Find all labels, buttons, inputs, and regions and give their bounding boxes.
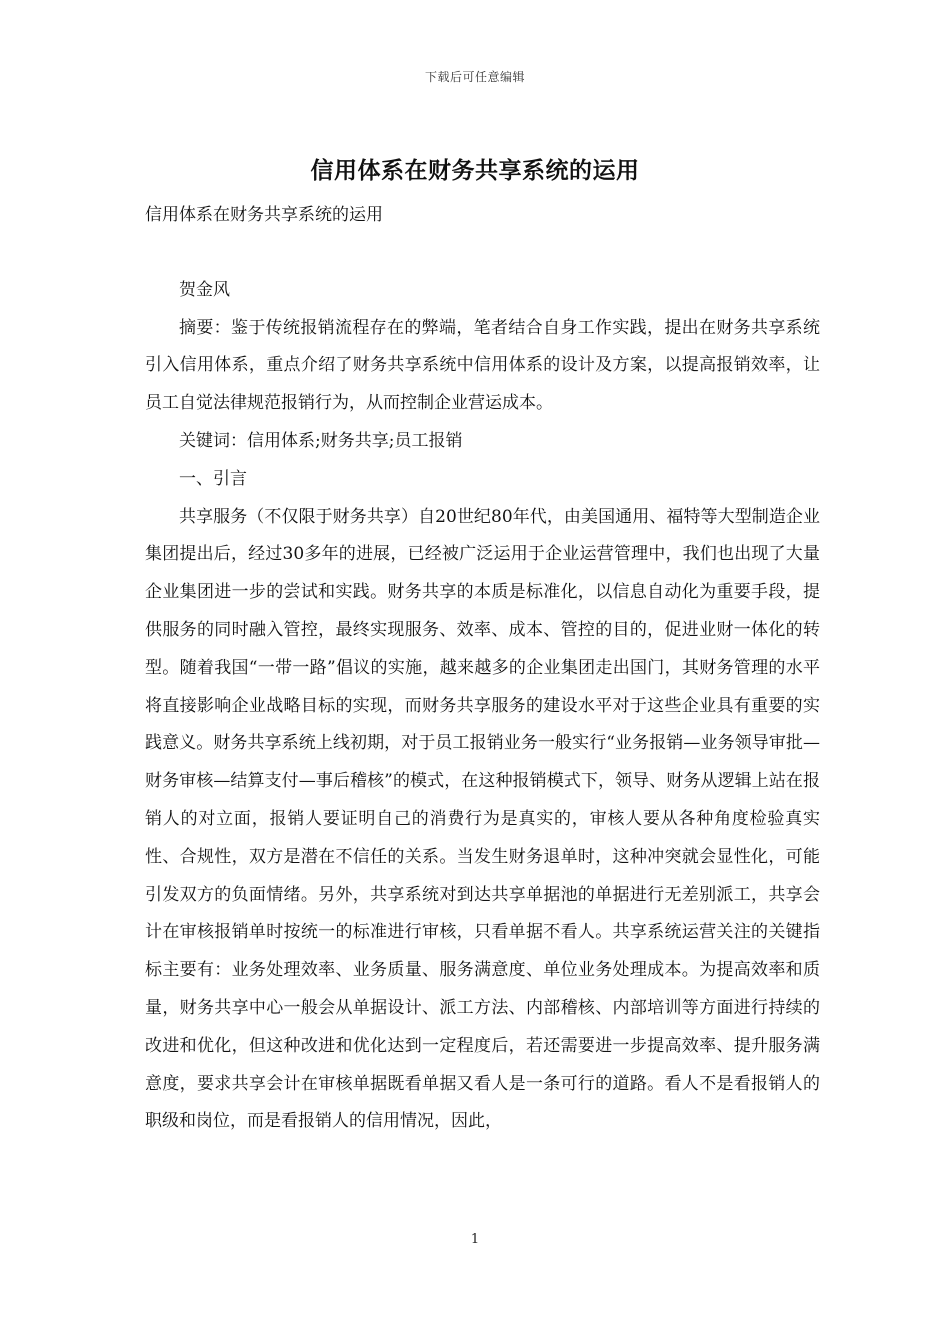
author-name: 贺金风 [179,279,230,300]
keywords-line: 关键词：信用体系;财务共享;员工报销 [179,430,463,451]
document-subtitle: 信用体系在财务共享系统的运用 [145,205,383,225]
document-title: 信用体系在财务共享系统的运用 [310,157,640,184]
body-paragraph: 共享服务（不仅限于财务共享）自20世纪80年代，由美国通用、福特等大型制造企业集团提出后，经过30多年的进展，已经被广泛运用于企业运营管理中，我们也出现了大量企业集团进一步的尝试和实践。财务共享的本质是标准化，以信息自动化为重要手段，提供服务的同时融入管控，最终实现服务、效率、成本、管控的目的，促进业财一体化的转型。随着我国“一带一路”倡议的实施，越来越多的企业集团走出国门，其财务管理的水平将直接影响企业战略目标的实现，而财务共享服务的建设水平对于这些企业具有重要的实践意义。财务共享系统上线初期，对于员工报销业务一般实行“业务报销—业务领导审批—财务审核—结算支付—事后稽核”的模式，在这种报销模式下，领导、财务从逻辑上站在报销人的对立面，报销人要证明自己的消费行为是真实的，审核人要从各种角度检验真实性、合规性，双方是潜在不信任的关系。当发生财务退单时，这种冲突就会显性化，可能引发双方的负面情绪。另外，共享系统对到达共享单据池的单据进行无差别派工，共享会计在审核报销单时按统一的标准进行审核，只看单据不看人。共享系统运营关注的关键指标主要有：业务处理效率、业务质量、服务满意度、单位业务处理成本。为提高效率和质量，财务共享中心一般会从单据设计、派工方法、内部稽核、内部培训等方面进行持续的改进和优化，但这种改进和优化达到一定程度后，若还需要进一步提高效率、提升服务满意度，要求共享会计在审核单据既看单据又看人是一条可行的道路。看人不是看报销人的职级和岗位，而是看报销人的信用情况，因此， [145,506,820,1132]
section-heading: 一、引言 [179,468,247,489]
header-note: 下载后可任意编辑 [424,70,525,84]
blank-line [145,235,820,272]
document-body [145,197,820,1141]
abstract-paragraph: 摘要：鉴于传统报销流程存在的弊端，笔者结合自身工作实践，提出在财务共享系统引入信用体系，重点介绍了财务共享系统中信用体系的设计及方案，以提高报销效率，让员工自觉法律规范报销行为，从而控制企业营运成本。 [145,317,820,414]
page-number: 1 [470,1232,480,1247]
